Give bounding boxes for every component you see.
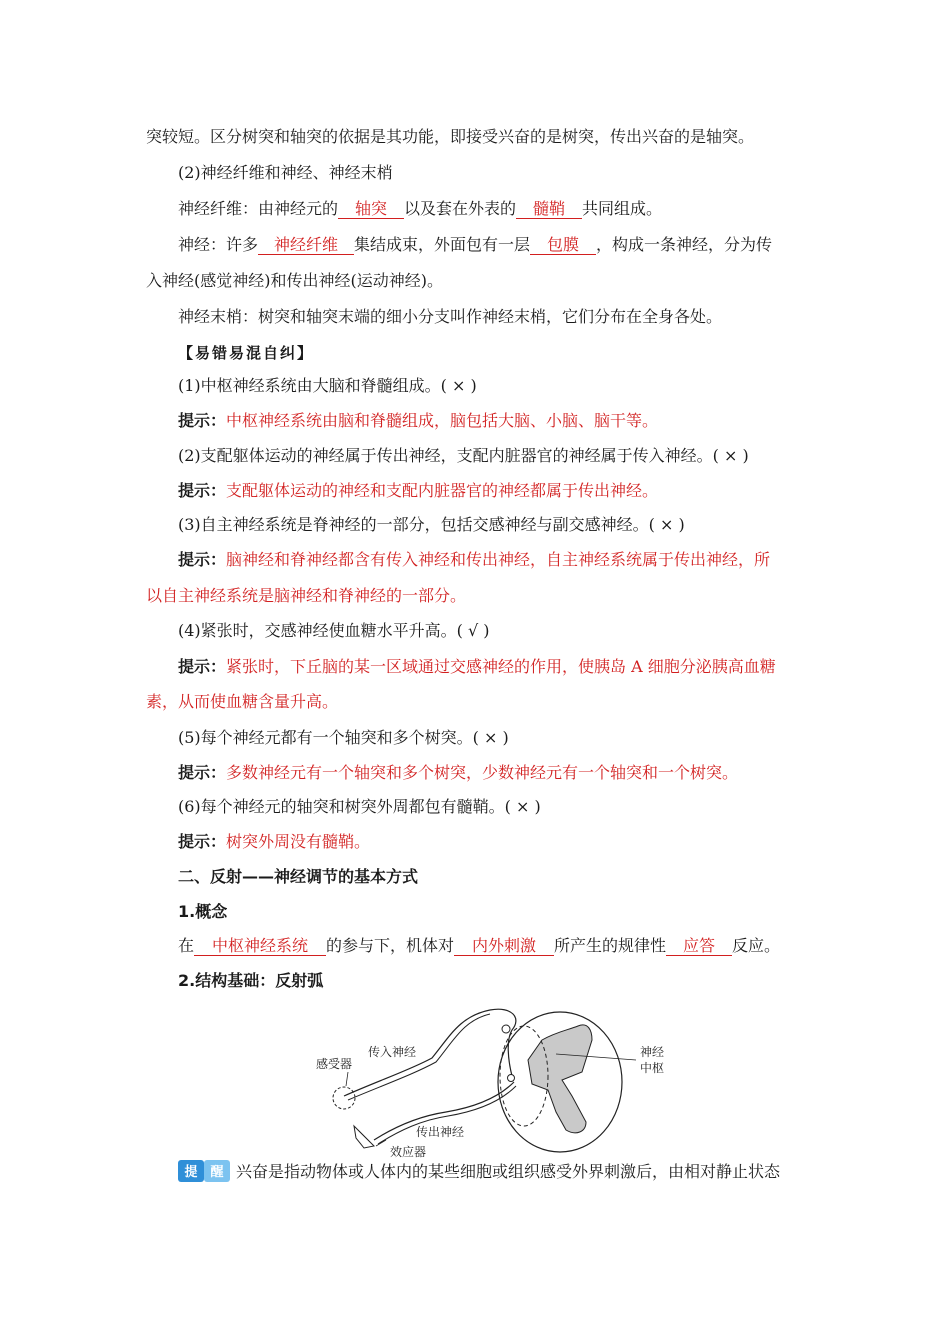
paragraph-line bbox=[178, 199, 662, 219]
fill-blank-answer: 包膜 bbox=[530, 236, 596, 255]
hint-label: 提示： bbox=[178, 763, 227, 782]
text-segment: 以及套在外表的 bbox=[404, 199, 517, 218]
hint-text: 树突外周没有髓鞘。 bbox=[226, 832, 371, 851]
text-segment: 所产生的规律性 bbox=[554, 936, 667, 955]
hint-label: 提示： bbox=[178, 481, 227, 500]
hint-line bbox=[178, 657, 776, 677]
hint-text-continued: 素，从而使血糖含量升高。 bbox=[146, 692, 339, 711]
effector-pointer-line bbox=[376, 1140, 386, 1146]
paragraph-line bbox=[178, 235, 772, 255]
effector-shape bbox=[354, 1126, 374, 1148]
question: (3)自主神经系统是脊神经的一部分，包括交感神经与副交感神经。( × ) bbox=[178, 515, 685, 534]
effector-detail bbox=[358, 1130, 370, 1142]
subheading: (2)神经纤维和神经、神经末梢 bbox=[178, 163, 393, 182]
subsection-heading: 2.结构基础：反射弧 bbox=[178, 971, 324, 990]
hint-line bbox=[178, 763, 738, 783]
reflex-arc-diagram bbox=[300, 1000, 680, 1160]
hint-text: 脑神经和脊神经都含有传入神经和传出神经，自主神经系统属于传出神经，所 bbox=[226, 550, 771, 569]
hint-text: 多数神经元有一个轴突和多个树突，少数神经元有一个轴突和一个树突。 bbox=[226, 763, 739, 782]
label-center-1: 神经 bbox=[640, 1045, 665, 1059]
badge-char-2: 醒 bbox=[210, 1165, 224, 1180]
hint-text: 支配躯体运动的神经和支配内脏器官的神经都属于传出神经。 bbox=[226, 481, 659, 500]
fill-blank-answer: 应答 bbox=[666, 937, 732, 956]
text-segment: 反应。 bbox=[732, 936, 781, 955]
paragraph-line: 神经末梢：树突和轴突末端的细小分支叫作神经末梢，它们分布在全身各处。 bbox=[178, 307, 723, 326]
text-segment: 在 bbox=[178, 936, 195, 955]
text-segment: ，构成一条神经，分为传 bbox=[596, 235, 773, 254]
ganglion-cell bbox=[502, 1025, 510, 1033]
question: (2)支配躯体运动的神经属于传出神经，支配内脏器官的神经属于传入神经。( × ) bbox=[178, 446, 749, 465]
subsection-heading: 1.概念 bbox=[178, 902, 228, 921]
hint-label: 提示： bbox=[178, 550, 227, 569]
text-segment: 集结成束，外面包有一层 bbox=[354, 235, 531, 254]
hint-label: 提示： bbox=[178, 657, 227, 676]
hint-line bbox=[178, 411, 658, 431]
question: (5)每个神经元都有一个轴突和多个树突。( × ) bbox=[178, 728, 509, 747]
remind-badge bbox=[178, 1160, 230, 1182]
hint-label: 提示： bbox=[178, 832, 227, 851]
question: (1)中枢神经系统由大脑和脊髓组成。( × ) bbox=[178, 376, 477, 395]
fill-blank-answer: 髓鞘 bbox=[516, 200, 582, 219]
text-segment: 共同组成。 bbox=[582, 199, 663, 218]
paragraph-line: 突较短。区分树突和轴突的依据是其功能，即接受兴奋的是树突，传出兴奋的是轴突。 bbox=[146, 127, 755, 146]
hint-line bbox=[178, 481, 658, 501]
hint-text: 紧张时，下丘脑的某一区域通过交感神经的作用，使胰岛 A 细胞分泌胰高血糖 bbox=[226, 657, 776, 676]
paragraph-line: 入神经(感觉神经)和传出神经(运动神经)。 bbox=[146, 271, 443, 290]
fill-blank-answer: 轴突 bbox=[338, 200, 404, 219]
fill-blank-answer: 神经纤维 bbox=[258, 236, 354, 255]
paragraph-line bbox=[178, 936, 780, 956]
label-effector: 效应器 bbox=[390, 1145, 427, 1159]
hint-text: 中枢神经系统由脑和脊髓组成，脑包括大脑、小脑、脑干等。 bbox=[226, 411, 659, 430]
text-segment: 神经纤维：由神经元的 bbox=[178, 199, 339, 218]
hint-label: 提示： bbox=[178, 411, 227, 430]
label-afferent: 传入神经 bbox=[368, 1045, 417, 1059]
label-receptor: 感受器 bbox=[316, 1057, 353, 1071]
label-center-2: 中枢 bbox=[640, 1061, 665, 1075]
receptor-pointer-line bbox=[346, 1072, 348, 1086]
question: (6)每个神经元的轴突和树突外周都包有髓鞘。( × ) bbox=[178, 797, 541, 816]
question: (4)紧张时，交感神经使血糖水平升高。( √ ) bbox=[178, 621, 490, 640]
fill-blank-answer: 中枢神经系统 bbox=[194, 937, 326, 956]
hint-text-continued: 以自主神经系统是脑神经和脊神经的一部分。 bbox=[146, 586, 467, 605]
badge-char-1: 提 bbox=[184, 1165, 198, 1180]
remind-text: 兴奋是指动物体或人体内的某些细胞或组织感受外界刺激后，由相对静止状态 bbox=[236, 1162, 781, 1181]
fill-blank-answer: 内外刺激 bbox=[454, 937, 554, 956]
interneuron-cell bbox=[508, 1075, 515, 1082]
hint-line bbox=[178, 550, 770, 570]
section-heading: 二、反射——神经调节的基本方式 bbox=[178, 867, 419, 886]
text-segment: 的参与下，机体对 bbox=[326, 936, 455, 955]
text-segment: 神经：许多 bbox=[178, 235, 259, 254]
hint-line bbox=[178, 832, 370, 852]
label-efferent: 传出神经 bbox=[416, 1125, 465, 1139]
section-tag: 【易错易混自纠】 bbox=[178, 344, 315, 362]
